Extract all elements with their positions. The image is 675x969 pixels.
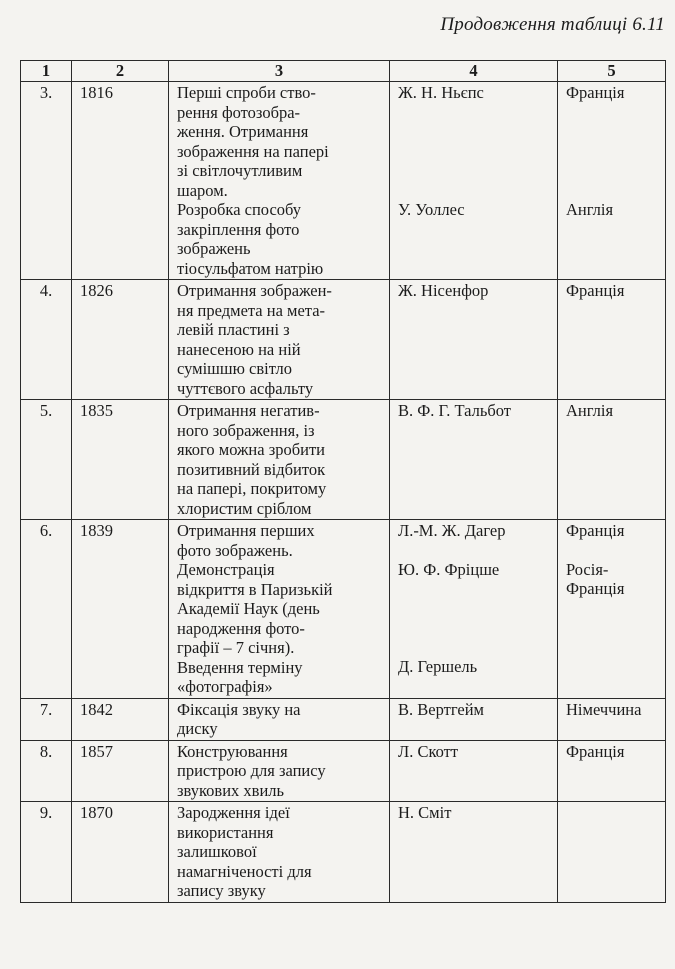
row-person — [390, 698, 558, 740]
row-country — [558, 82, 666, 280]
event-line: диску — [177, 719, 218, 738]
event-line: ного зображення, із — [177, 420, 315, 440]
country-name: Німеччина — [566, 699, 642, 719]
event-line: звукових хвиль — [177, 780, 285, 800]
history-table — [20, 60, 666, 903]
person-name: Ю. Ф. Фріцше — [398, 559, 500, 579]
event-line: Отримання негатив- — [177, 401, 320, 420]
row-number: 5. — [21, 400, 72, 520]
row-country — [558, 520, 666, 699]
row-year: 1870 — [72, 802, 169, 903]
event-line: використання — [177, 822, 274, 842]
event-line: рення фотозобра- — [177, 102, 301, 122]
row-country — [558, 280, 666, 400]
country-name: Росія- — [566, 559, 609, 579]
event-line: якого можна зробити — [177, 440, 325, 459]
column-header-1: 1 — [21, 61, 72, 82]
row-number: 9. — [21, 802, 72, 903]
event-line: Зародження ідеї — [177, 803, 290, 822]
row-country — [558, 400, 666, 520]
event-line: позитивний відбиток — [177, 459, 326, 479]
event-line: Конструювання — [177, 741, 288, 761]
event-line: Академії Наук (день — [177, 599, 320, 618]
event-line: Розробка способу — [177, 200, 302, 219]
event-line: запису звуку — [177, 881, 266, 900]
column-header-2: 2 — [72, 61, 169, 82]
country-name: Франція — [566, 741, 625, 761]
person-name: В. Ф. Г. Тальбот — [398, 401, 512, 420]
column-header-5: 5 — [558, 61, 666, 82]
table-row — [21, 280, 666, 400]
event-line: Отримання зображен- — [177, 281, 332, 300]
event-line: пристрою для запису — [177, 761, 326, 780]
row-year: 1826 — [72, 280, 169, 400]
person-name: Л. Скотт — [398, 741, 459, 761]
row-year: 1842 — [72, 698, 169, 740]
table-caption: Продовження таблиці 6.11 — [440, 14, 665, 35]
person-name: Н. Сміт — [398, 803, 452, 822]
person-name: У. Уоллес — [398, 199, 465, 219]
row-number: 8. — [21, 740, 72, 802]
row-country — [558, 740, 666, 802]
event-line: «фотографія» — [177, 677, 273, 696]
event-line: чуттєвого асфальту — [177, 378, 314, 398]
country-name: Франція — [566, 83, 625, 102]
row-event — [169, 520, 390, 699]
event-line: ження. Отримання — [177, 122, 309, 141]
row-event — [169, 400, 390, 520]
person-name: Л.-М. Ж. Дагер — [398, 521, 506, 540]
row-country — [558, 698, 666, 740]
row-person — [390, 82, 558, 280]
event-line: фото зображень. — [177, 540, 293, 560]
event-line: відкриття в Паризькій — [177, 579, 333, 599]
event-line: зображення на папері — [177, 141, 329, 161]
row-number: 6. — [21, 520, 72, 699]
person-name: Ж. Нісенфор — [398, 281, 489, 300]
row-event — [169, 698, 390, 740]
row-year: 1816 — [72, 82, 169, 280]
row-year: 1839 — [72, 520, 169, 699]
event-line: Перші спроби ство- — [177, 83, 316, 102]
table-row — [21, 740, 666, 802]
country-name: Франція — [566, 579, 625, 598]
country-name: Франція — [566, 281, 625, 300]
event-line: хлористим сріблом — [177, 498, 312, 518]
table-row — [21, 520, 666, 699]
row-year: 1857 — [72, 740, 169, 802]
event-line: намагніченості для — [177, 861, 312, 881]
column-header-4: 4 — [390, 61, 558, 82]
event-line: Демонстрація — [177, 560, 275, 579]
event-line: левій пластині з — [177, 320, 290, 339]
table-row — [21, 802, 666, 903]
event-line: Фіксація звуку на — [177, 699, 301, 719]
row-year: 1835 — [72, 400, 169, 520]
event-line: зображень — [177, 239, 251, 258]
event-line: шаром. — [177, 180, 228, 200]
row-event — [169, 740, 390, 802]
country-name: Англія — [566, 199, 614, 219]
event-line: зі світлочутливим — [177, 161, 303, 180]
row-event — [169, 802, 390, 903]
column-header-3: 3 — [169, 61, 390, 82]
event-line: графії – 7 січня). — [177, 638, 295, 657]
person-name: Ж. Н. Ньєпс — [398, 83, 484, 102]
row-country — [558, 802, 666, 903]
row-person — [390, 520, 558, 699]
event-line: ня предмета на мета- — [177, 300, 326, 320]
row-number: 7. — [21, 698, 72, 740]
country-name: Франція — [566, 521, 625, 540]
table-row — [21, 400, 666, 520]
row-person — [390, 802, 558, 903]
row-event — [169, 82, 390, 280]
row-number: 4. — [21, 280, 72, 400]
table-row — [21, 698, 666, 740]
event-line: на папері, покритому — [177, 479, 327, 498]
event-line: нанесеною на ній — [177, 339, 301, 359]
country-name: Англія — [566, 401, 614, 420]
table-row — [21, 82, 666, 280]
person-name: В. Вертгейм — [398, 699, 484, 719]
person-name: Д. Гершель — [398, 657, 478, 676]
row-person — [390, 280, 558, 400]
event-line: народження фото- — [177, 618, 305, 638]
row-person — [390, 400, 558, 520]
header-row — [21, 61, 666, 82]
event-line: залишкової — [177, 842, 257, 861]
row-number: 3. — [21, 82, 72, 280]
event-line: Введення терміну — [177, 657, 303, 677]
event-line: Отримання перших — [177, 521, 315, 540]
row-person — [390, 740, 558, 802]
row-event — [169, 280, 390, 400]
event-line: сумішшю світло — [177, 359, 293, 378]
event-line: тіосульфатом натрію — [177, 258, 324, 278]
event-line: закріплення фото — [177, 219, 300, 239]
